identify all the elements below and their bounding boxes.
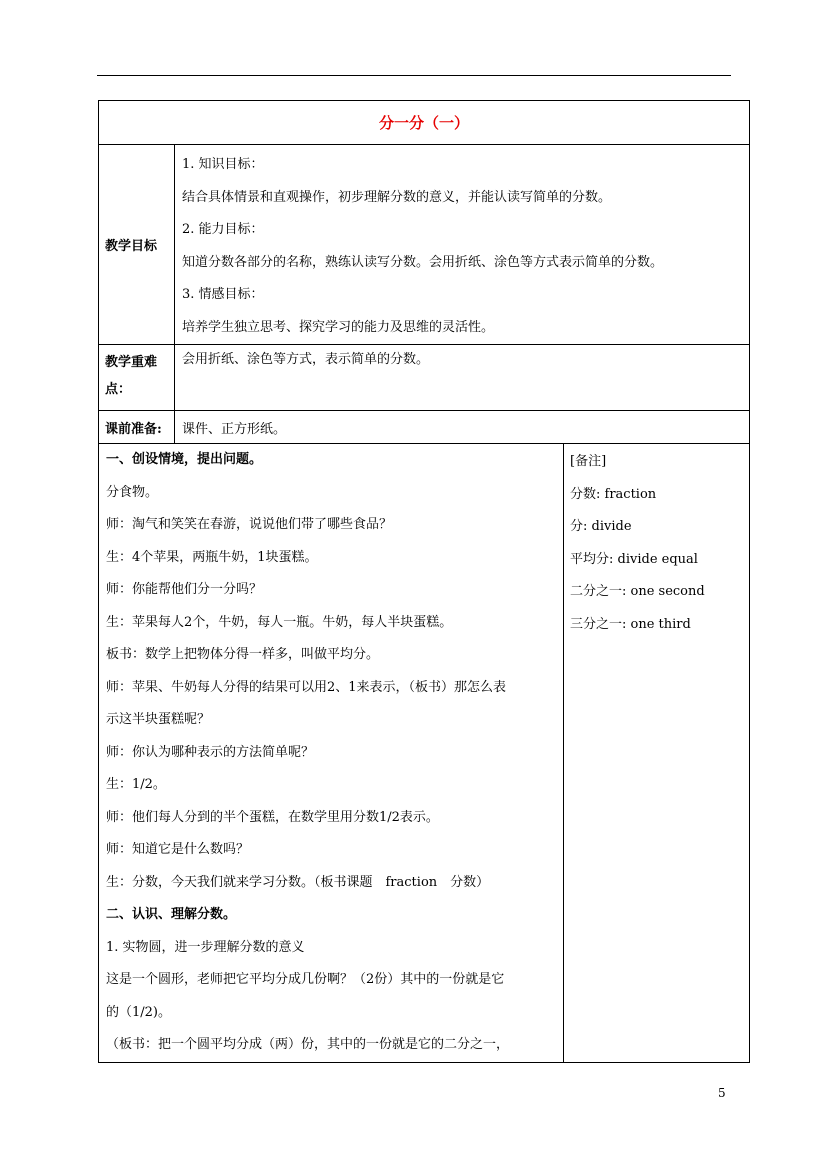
title-row [99,101,750,145]
process-line: 1. 实物圆，进一步理解分数的意义 [106,939,305,955]
process-line: 师：你能帮他们分一分吗？ [106,582,263,597]
section-heading: 一、创设情境，提出问题。 [106,452,263,467]
objectives-row [99,145,750,345]
preparation-label [99,411,175,444]
process-line: 生：1/2。 [106,777,166,792]
page-number: 5 [718,1086,726,1100]
key-points-text: 会用折纸、涂色等方式，表示简单的分数。 [182,352,430,367]
objective-line: 结合具体情景和直观操作，初步理解分数的意义，并能认读写简单的分数。 [182,189,612,205]
process-line: 生：苹果每人2个，牛奶，每人一瓶。牛奶，每人半块蛋糕。 [106,614,453,630]
objectives-label [99,145,175,345]
process-line: 师：淘气和笑笑在春游，说说他们带了哪些食品？ [106,517,393,532]
key-points-label [99,345,175,411]
process-row [99,444,750,1063]
process-line: （板书：把一个圆平均分成（两）份，其中的一份就是它的二分之一， [106,1037,510,1052]
notes-line: 分数: fraction [570,486,657,502]
objective-line: 3. 情感目标： [182,287,264,302]
process-lines [106,444,557,1062]
process-line: 生：4个苹果，两瓶牛奶，1块蛋糕。 [106,549,318,565]
preparation-text: 课件、正方形纸。 [182,421,287,437]
objective-line: 知道分数各部分的名称，熟练认读写分数。会用折纸、涂色等方式表示简单的分数。 [182,254,664,270]
preparation-content [175,411,750,444]
lesson-plan-table [98,100,750,1063]
process-line: 这是一个圆形，老师把它平均分成几份啊？（2份）其中的一份就是它 [106,972,505,987]
notes-line: 平均分: divide equal [570,551,698,567]
process-line: 师：苹果、牛奶每人分得的结果可以用2、1来表示，（板书）那怎么表 [106,679,507,695]
preparation-label-text: 课前准备: [105,421,162,437]
process-line: 生：分数，今天我们就来学习分数。（板书课题 fraction 分数） [106,874,490,890]
key-points-content [175,345,750,411]
notes-line: 分: divide [570,519,632,534]
objectives-label-text: 教学目标 [105,239,158,254]
notes-line: 三分之一: one third [570,616,691,632]
objective-line: 1. 知识目标： [182,157,264,172]
key-points-row [99,345,750,411]
process-line: 板书：数学上把物体分得一样多，叫做平均分。 [106,647,380,662]
objectives-content [175,145,750,345]
key-points-label-line: 教学重难 [105,355,158,370]
objective-line: 2. 能力目标： [182,222,264,237]
process-line: 分食物。 [106,484,159,500]
process-line: 师：他们每人分到的半个蛋糕，在数学里用分数1/2表示。 [106,809,439,825]
notes-line: [备注] [570,454,607,469]
title-cell [99,101,750,145]
process-line: 师：你认为哪种表示的方法简单呢？ [106,744,315,760]
process-content [99,444,564,1063]
objective-line: 培养学生独立思考、探究学习的能力及思维的灵活性。 [182,319,495,335]
process-line: 的（1/2)。 [106,1004,171,1020]
preparation-row [99,411,750,444]
section-heading: 二、认识、理解分数。 [106,907,237,922]
process-line: 示这半块蛋糕呢？ [106,712,211,727]
header-rule [97,75,731,76]
notes-content [564,444,750,1063]
process-line: 师：知道它是什么数吗？ [106,842,250,857]
key-points-label-line: 点： [105,382,132,397]
lesson-title: 分一分（一） [379,114,470,132]
notes-line: 二分之一: one second [570,584,705,599]
